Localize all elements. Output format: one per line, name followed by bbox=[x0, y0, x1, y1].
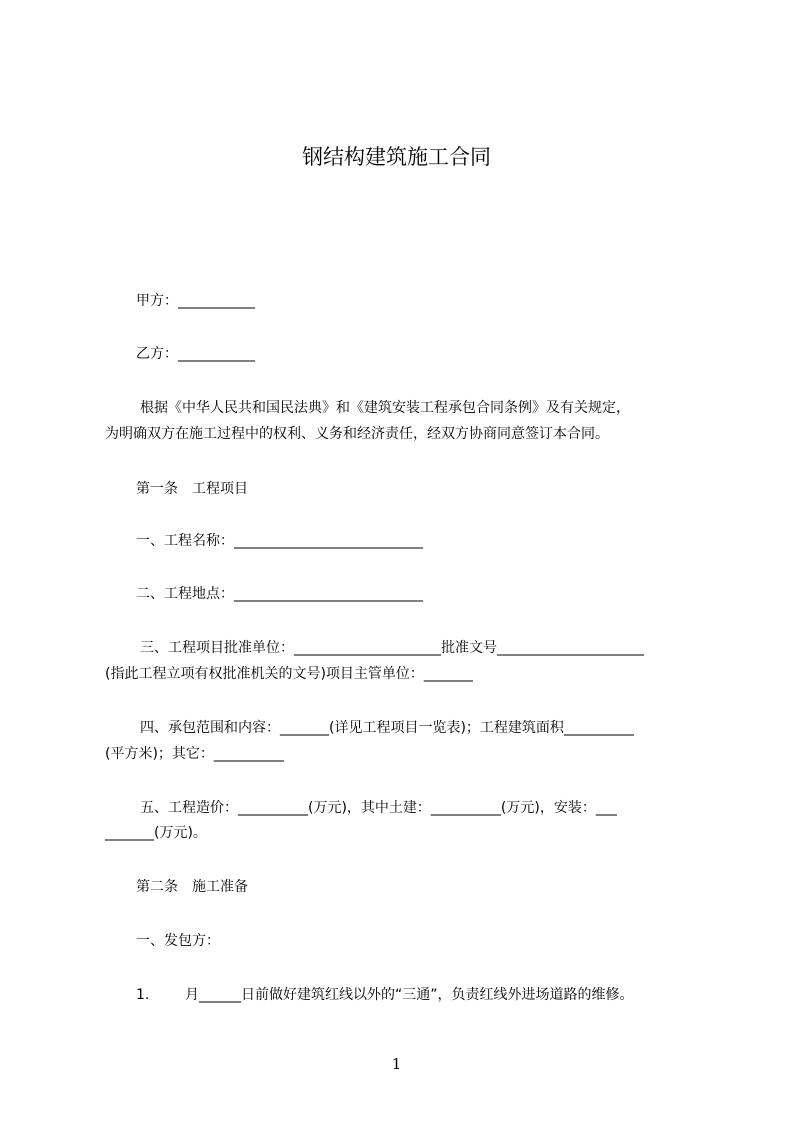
employer-heading: 一、发包方： bbox=[136, 933, 220, 949]
item-2-project-location: 二、工程地点：___________________________ bbox=[136, 586, 423, 602]
article-2-heading: 第二条 施工准备 bbox=[136, 879, 248, 895]
list-item-text: 月______日前做好建筑红线以外的“三通”，负责红线外进场道路的维修。 bbox=[185, 987, 634, 1003]
item-4-line-1: 四、承包范围和内容：_______(详见工程项目一览表)；工程建筑面积__________ bbox=[140, 720, 634, 736]
preamble-line-2: 为明确双方在施工过程中的权利、义务和经济责任，经双方协商同意签订本合同。 bbox=[105, 426, 609, 442]
party-a-line: 甲方：___________ bbox=[136, 293, 255, 309]
item-5-line-1: 五、工程造价：__________(万元)，其中土建：__________(万元)，安装：___ bbox=[140, 800, 617, 816]
party-b-line: 乙方：___________ bbox=[136, 346, 255, 362]
preamble-line-1: 根据《中华人民共和国民法典》和《建筑安装工程承包合同条例》及有关规定， bbox=[140, 400, 630, 416]
item-4-line-2: (平方米)；其它：__________ bbox=[105, 746, 284, 762]
page-number: 1 bbox=[391, 1055, 402, 1073]
list-item-number: 1. bbox=[136, 987, 150, 1003]
item-3-line-2: (指此工程立项有权批准机关的文号)项目主管单位：_______ bbox=[105, 666, 473, 682]
article-1-heading: 第一条 工程项目 bbox=[136, 481, 248, 497]
item-5-line-2: _______(万元)。 bbox=[105, 825, 207, 841]
item-3-line-1: 三、工程项目批准单位：_____________________批准文号_____________________ bbox=[140, 640, 644, 656]
document-title: 钢结构建筑施工合同 bbox=[302, 145, 491, 169]
item-1-project-name: 一、工程名称：___________________________ bbox=[136, 533, 423, 549]
